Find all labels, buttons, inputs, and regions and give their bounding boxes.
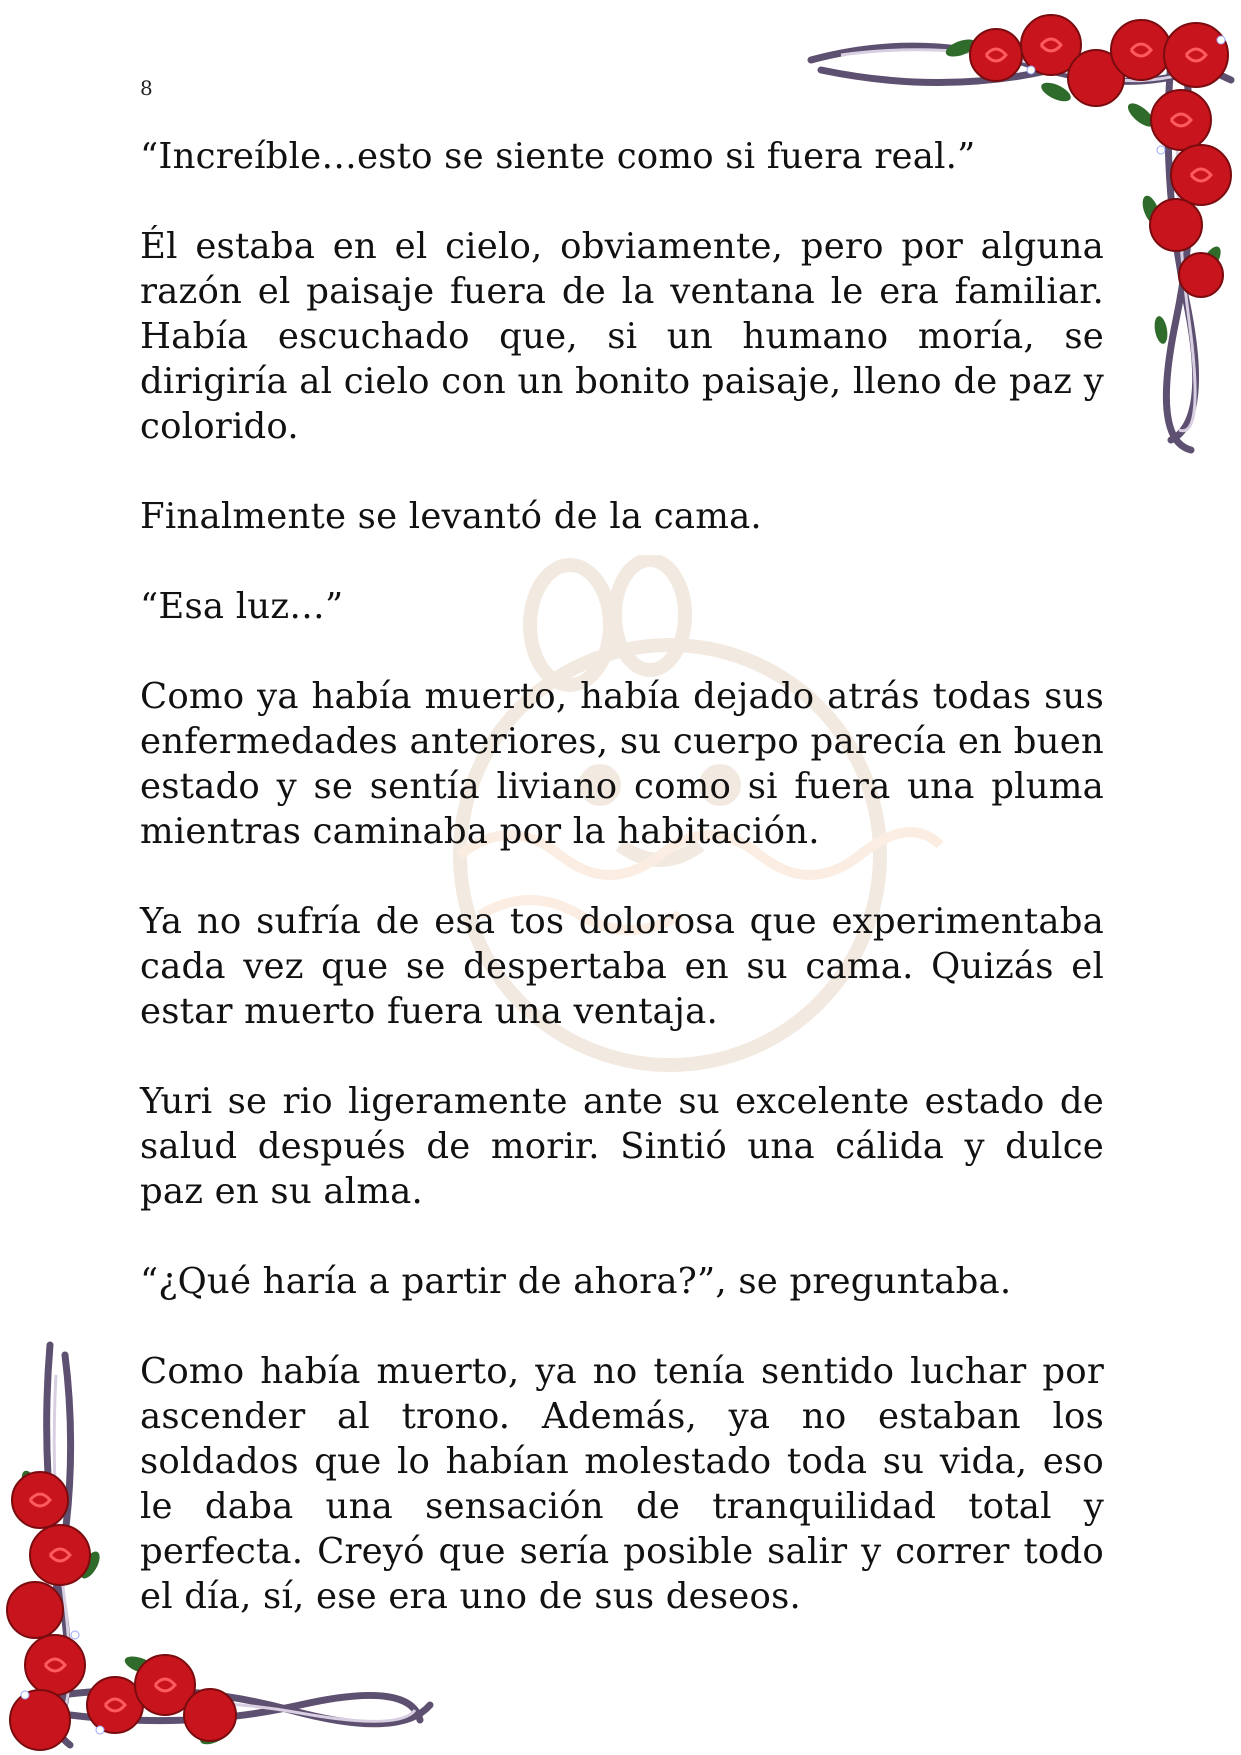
paragraph: Ya no sufría de esa tos dolorosa que experimentaba cada vez que se despertaba en su cama. Quizás el estar muerto fuera una ventaja. [140,901,1104,1032]
paragraph: Él estaba en el cielo, obviamente, pero por alguna razón el paisaje fuera de la ventana le era familiar. Había escuchado que, si un humano moría, se dirigiría al cielo con un bonito paisaje, lleno de paz y colorido. [140,226,1104,447]
paragraph: “Increíble…esto se siente como si fuera real.” [140,136,976,177]
paragraph: “Esa luz…” [140,586,344,627]
body-text [140,134,1104,1619]
paragraph: Como ya había muerto, había dejado atrás todas sus enfermedades anteriores, su cuerpo parecía en buen estado y se sentía liviano como si fuera una pluma mientras caminaba por la habitación. [140,676,1104,852]
paragraph: Finalmente se levantó de la cama. [140,496,762,537]
paragraph: Como había muerto, ya no tenía sentido luchar por ascender al trono. Además, ya no estaban los soldados que lo habían molestado toda su vida, eso le daba una sensación de tranquilidad total y perfecta. Creyó que sería posible salir y correr todo el día, sí, ese era uno de sus deseos. [140,1351,1104,1617]
paragraph: Yuri se rio ligeramente ante su excelente estado de salud después de morir. Sintió una cálida y dulce paz en su alma. [140,1081,1104,1212]
paragraph: “¿Qué haría a partir de ahora?”, se preguntaba. [140,1261,1012,1302]
page-number: 8 [140,76,153,100]
